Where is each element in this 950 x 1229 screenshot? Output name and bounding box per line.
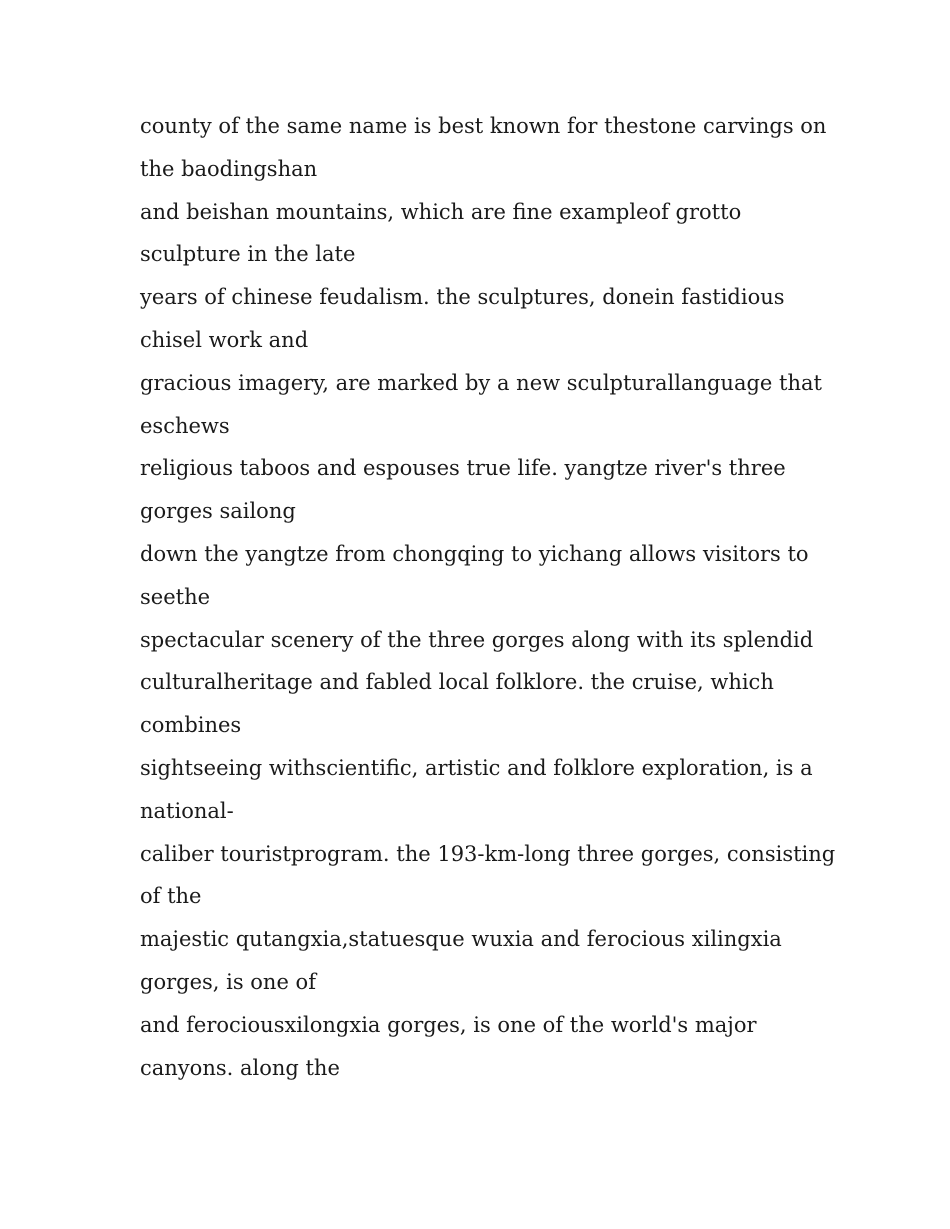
text-line: of the <box>140 884 202 909</box>
text-line: sightseeing withscientific, artistic and folklore exploration, is a <box>140 755 813 780</box>
text-line: gorges, is one of <box>140 969 316 994</box>
text-line: and beishan mountains, which are fine exampleof grotto <box>140 199 742 224</box>
text-line: the baodingshan <box>140 156 318 181</box>
text-line: and ferociousxilongxia gorges, is one of the world's major <box>140 1012 757 1037</box>
text-line: majestic qutangxia,statuesque wuxia and ferocious xilingxia <box>140 927 782 952</box>
text-line: gorges sailong <box>140 499 296 524</box>
body-text <box>140 105 836 1089</box>
text-line: culturalheritage and fabled local folklore. the cruise, which <box>140 670 774 695</box>
text-line: spectacular scenery of the three gorges along with its splendid <box>140 627 814 652</box>
text-line: down the yangtze from chongqing to yichang allows visitors to <box>140 541 809 566</box>
text-line: county of the same name is best known for thestone carvings on <box>140 114 827 138</box>
text-line: caliber touristprogram. the 193-km-long three gorges, consisting <box>140 841 836 866</box>
text-line: gracious imagery, are marked by a new sculpturallanguage that <box>140 370 822 395</box>
text-line: religious taboos and espouses true life. yangtze river's three <box>140 456 786 481</box>
text-line: national- <box>140 798 234 823</box>
text-line: chisel work and <box>140 327 309 352</box>
text-line: eschews <box>140 413 230 438</box>
text-line: sculpture in the late <box>140 242 356 267</box>
text-line: combines <box>140 713 242 738</box>
text-line: canyons. along the <box>140 1055 340 1080</box>
text-line: seethe <box>140 584 211 609</box>
text-line: years of chinese feudalism. the sculptures, donein fastidious <box>140 285 785 310</box>
